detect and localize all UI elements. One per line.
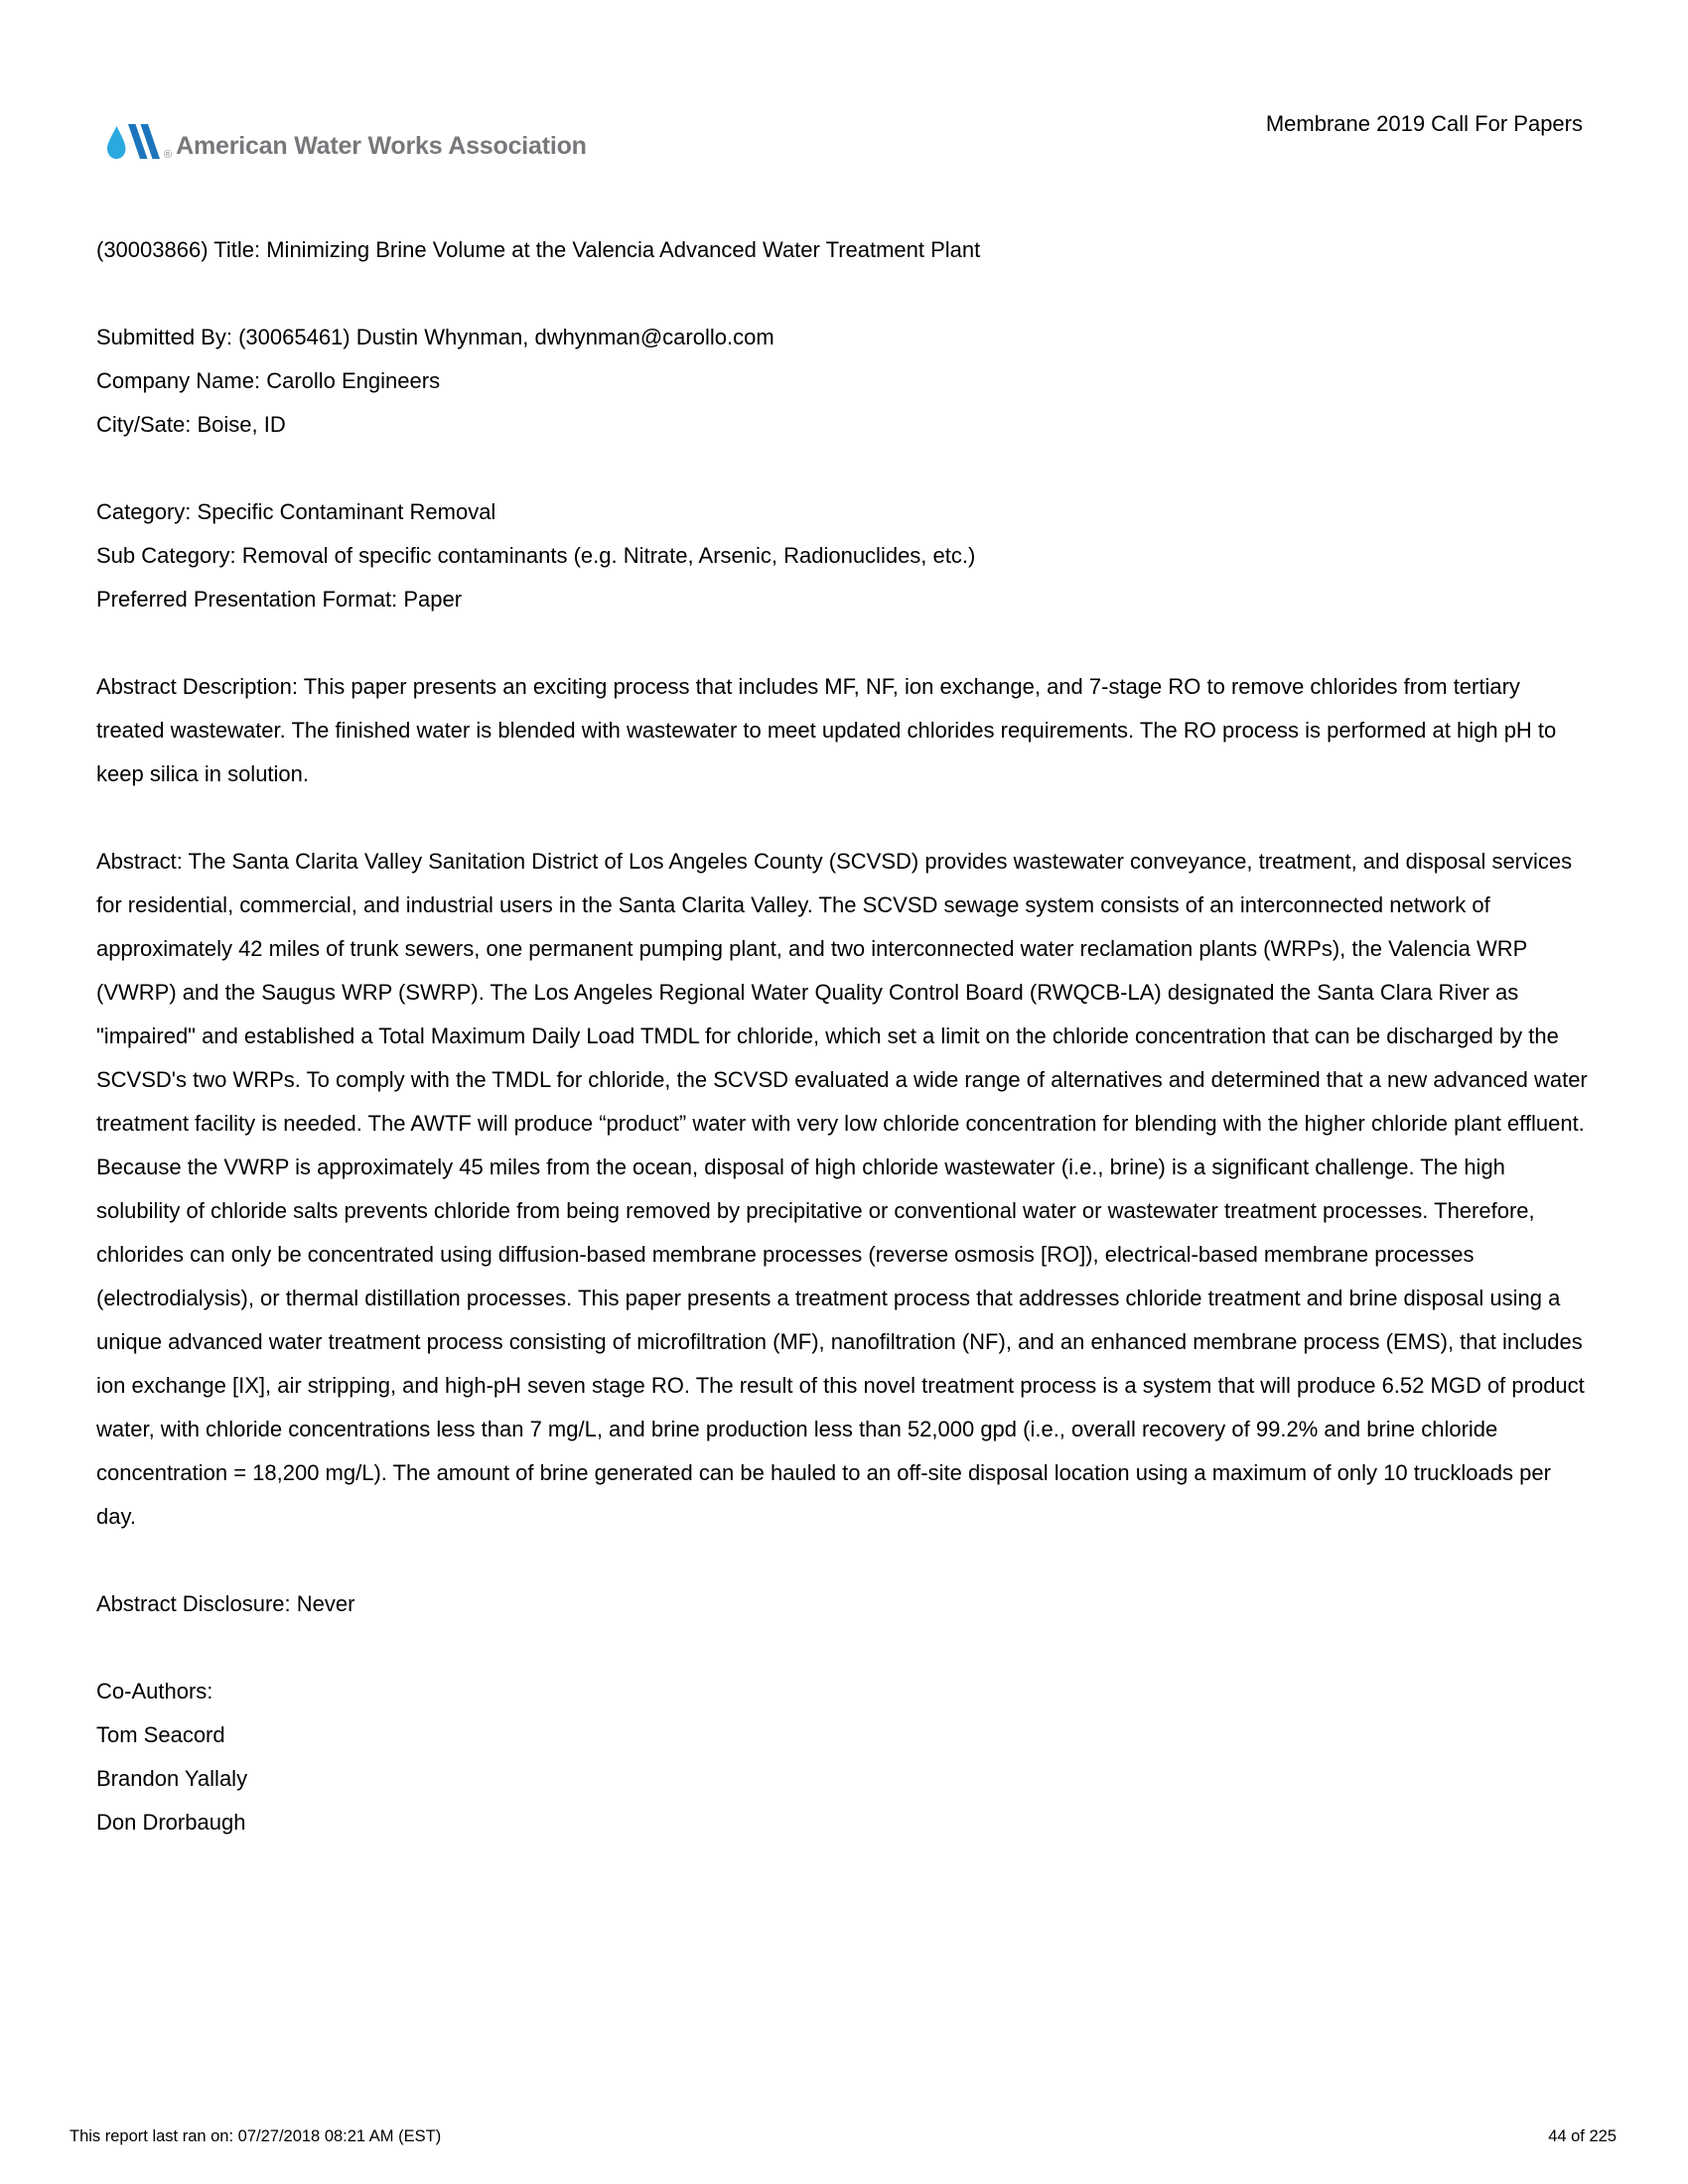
abstract-disclosure-label: Abstract Disclosure:: [96, 1591, 291, 1616]
city-state-value: Boise, ID: [197, 412, 286, 437]
company-name-value: Carollo Engineers: [266, 368, 441, 393]
awwa-logo: [104, 117, 587, 163]
page-header: [0, 0, 1688, 163]
co-authors-label: Co-Authors:: [96, 1679, 213, 1704]
sub-category-value: Removal of specific contaminants (e.g. Nitrate, Arsenic, Radionuclides, etc.): [241, 543, 976, 568]
category-section: [96, 490, 1592, 621]
page-number: 44 of 225: [1548, 2127, 1617, 2145]
submission-title-row: [96, 228, 1592, 272]
submission-detail: [0, 228, 1688, 1844]
submission-title-label: (30003866) Title:: [96, 237, 261, 262]
abstract-description-text: This paper presents an exciting process that includes MF, NF, ion exchange, and 7-stage RO to remove chlorides from tertiary treated wastewater. The finished water is blended with wastewater to meet updated chlorides requirements. The RO process is performed at high pH to keep silica in solution.: [96, 674, 1557, 786]
abstract-description-label: Abstract Description:: [96, 674, 298, 699]
abstract-disclosure-row: [96, 1582, 1592, 1626]
city-state-label: City/Sate:: [96, 412, 192, 437]
preferred-format-label: Preferred Presentation Format:: [96, 587, 398, 612]
category-label: Category:: [96, 499, 192, 524]
submitted-by-value: (30065461) Dustin Whynman, dwhynman@carollo.com: [238, 325, 774, 349]
submission-title-value: Minimizing Brine Volume at the Valencia Advanced Water Treatment Plant: [266, 237, 981, 262]
abstract-label: Abstract:: [96, 849, 183, 874]
sub-category-row: [96, 534, 1592, 578]
submitter-info-section: [96, 316, 1592, 447]
submitted-by-label: Submitted By:: [96, 325, 232, 349]
report-last-ran: This report last ran on: 07/27/2018 08:21 AM (EST): [70, 2127, 442, 2145]
city-state-row: [96, 403, 1592, 447]
preferred-format-row: [96, 578, 1592, 621]
company-name-label: Company Name:: [96, 368, 261, 393]
co-authors-section: [96, 1670, 1592, 1844]
awwa-logo-text: American Water Works Association: [176, 132, 587, 160]
preferred-format-value: Paper: [403, 587, 463, 612]
company-name-row: [96, 359, 1592, 403]
sub-category-label: Sub Category:: [96, 543, 236, 568]
submitted-by-row: [96, 316, 1592, 359]
abstract-text: The Santa Clarita Valley Sanitation District of Los Angeles County (SCVSD) provides wastewater conveyance, treatment, and disposal services for residential, commercial, and industrial users in the Santa Clarita Valley. The SCVSD sewage system consists of an interconnected network of approximately 42 miles of trunk sewers, one permanent pumping plant, and two interconnected water reclamation plants (WRPs), the Valencia WRP (VWRP) and the Saugus WRP (SWRP). The Los Angeles Regional Water Quality Control Board (RWQCB-LA) designated the Santa Clara River as "impaired" and established a Total Maximum Daily Load TMDL for chloride, which set a limit on the chloride concentration that can be discharged by the SCVSD's two WRPs. To comply with the TMDL for chloride, the SCVSD evaluated a wide range of alternatives and determined that a new advanced water treatment facility is needed. The AWTF will produce “product” water with very low chloride concentration for blending with the higher chloride plant effluent. Because the VWRP is approximately 45 miles from the ocean, disposal of high chloride wastewater (i.e., brine) is a significant challenge. The high solubility of chloride salts prevents chloride from being removed by precipitative or conventional water or wastewater treatment processes. Therefore, chlorides can only be concentrated using diffusion-based membrane processes (reverse osmosis [RO]), electrical-based membrane processes (electrodialysis), or thermal distillation processes. This paper presents a treatment process that addresses chloride treatment and brine disposal using a unique advanced water treatment process consisting of microfiltration (MF), nanofiltration (NF), and an enhanced membrane process (EMS), that includes ion exchange [IX], air stripping, and high-pH seven stage RO. The result of this novel treatment process is a system that will produce 6.52 MGD of product water, with chloride concentrations less than 7 mg/L, and brine production less than 52,000 gpd (i.e., overall recovery of 99.2% and brine chloride concentration = 18,200 mg/L). The amount of brine generated can be hauled to an off-site disposal location using a maximum of only 10 truckloads per day.: [96, 849, 1588, 1529]
co-author-name: Don Drorbaugh: [96, 1810, 246, 1835]
co-author-name: Brandon Yallaly: [96, 1766, 248, 1791]
category-value: Specific Contaminant Removal: [197, 499, 496, 524]
awwa-drop-icon: [104, 117, 162, 163]
registered-trademark: ®: [164, 149, 173, 161]
abstract-disclosure-value: Never: [296, 1591, 355, 1616]
category-row: [96, 490, 1592, 534]
report-title: Membrane 2019 Call For Papers: [1265, 111, 1583, 136]
abstract-paragraph: [96, 840, 1592, 1539]
co-author-name: Tom Seacord: [96, 1722, 225, 1747]
page-footer: [70, 2127, 1617, 2146]
abstract-description-paragraph: [96, 665, 1592, 796]
